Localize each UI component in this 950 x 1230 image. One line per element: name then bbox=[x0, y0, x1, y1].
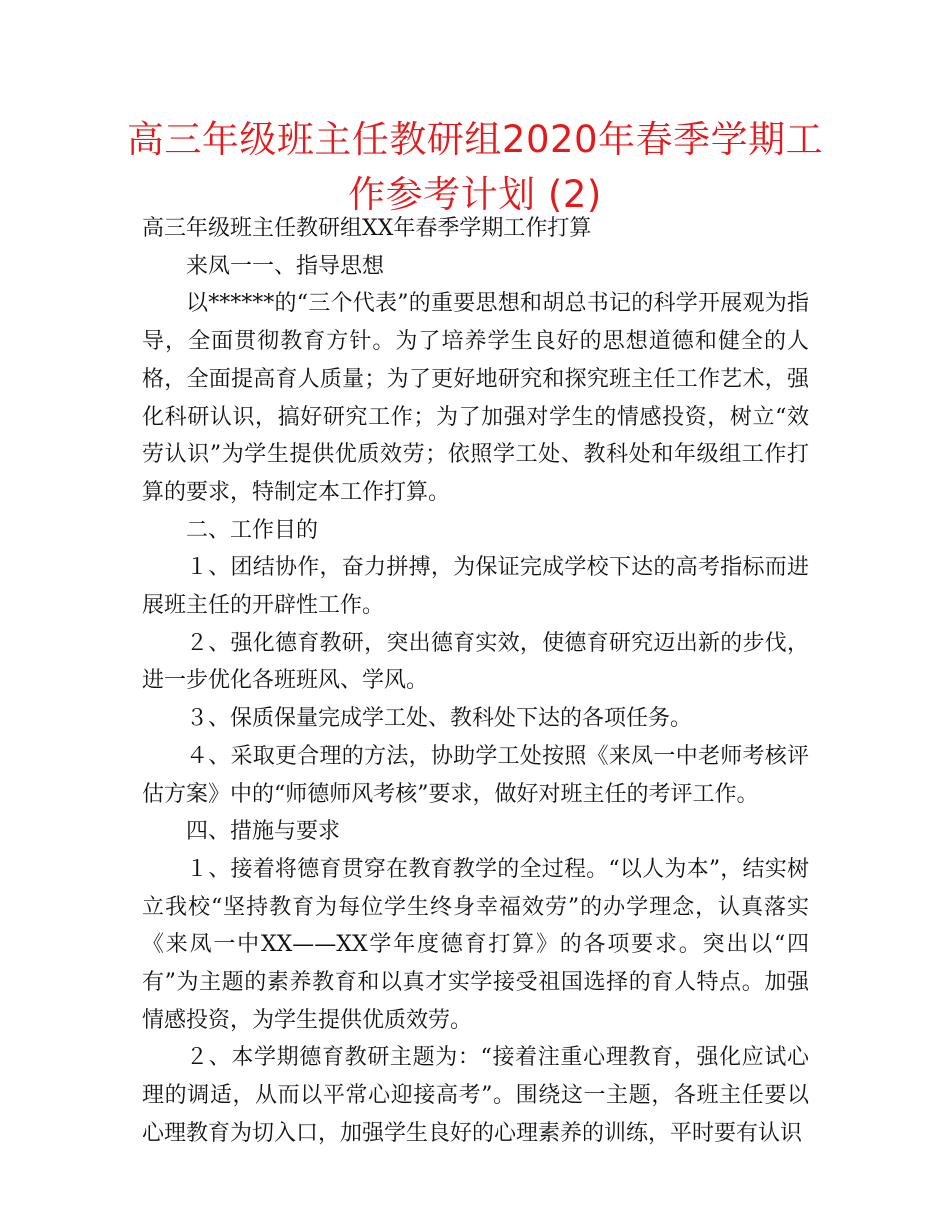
paragraph-subtitle: 高三年级班主任教研组XX年春季学期工作打算 bbox=[142, 216, 592, 241]
paragraph-goal-2: ２、强化德育教研，突出德育实效，使德育研究迈出新的步伐，进一步优化各班班风、学风。 bbox=[142, 630, 809, 694]
paragraph-heading-measures: 四、措施与要求 bbox=[186, 819, 341, 845]
paragraph-guiding-thought: 以******的“三个代表”的重要思想和胡总书记的科学开展观为指导，全面贯彻教育方针。为了培养学生良好的思想道德和健全的人格，全面提高育人质量；为了更好地研究和探究班主任工作艺术，强化科研认识，搞好研究工作；为了加强对学生的情感投资，树立“效劳认识”为学生提供优质效劳；依照学工处、教科处和年级组工作打算的要求，特制定本工作打算。 bbox=[142, 291, 809, 505]
document-body bbox=[142, 210, 809, 1153]
paragraph-heading-work-goals: 二、工作目的 bbox=[186, 517, 319, 543]
paragraph-goal-4: ４、采取更合理的方法，协助学工处按照《来凤一中老师考核评估方案》中的“师德师风考核”要求，做好对班主任的考评工作。 bbox=[142, 743, 809, 807]
document-title: 高三年级班主任教研组2020年春季学期工作参考计划 (2) bbox=[126, 118, 824, 216]
paragraph-measure-1: １、接着将德育贯穿在教育教学的全过程。“以人为本”，结实树立我校“坚持教育为每位学生终身幸福效劳”的办学理念，认真落实《来凤一中XX——XX学年度德育打算》的各项要求。突出以“四有”为主题的素养教育和以真才实学接受祖国选择的育人特点。加强情感投资，为学生提供优质效劳。 bbox=[142, 856, 809, 1033]
paragraph-heading-guiding-thought: 来凤一一、指导思想 bbox=[186, 253, 385, 279]
paragraph-measure-2: ２、本学期德育教研主题为：“接着注重心理教育，强化应试心理的调适，从而以平常心迎接高考”。围绕这一主题，各班主任要以心理教育为切入口，加强学生良好的心理素养的训练，平时要有认识 bbox=[142, 1045, 809, 1146]
paragraph-goal-3: ３、保质保量完成学工处、教科处下达的各项任务。 bbox=[186, 706, 693, 732]
paragraph-goal-1: １、团结协作，奋力拼搏，为保证完成学校下达的高考指标而进展班主任的开辟性工作。 bbox=[142, 555, 809, 619]
